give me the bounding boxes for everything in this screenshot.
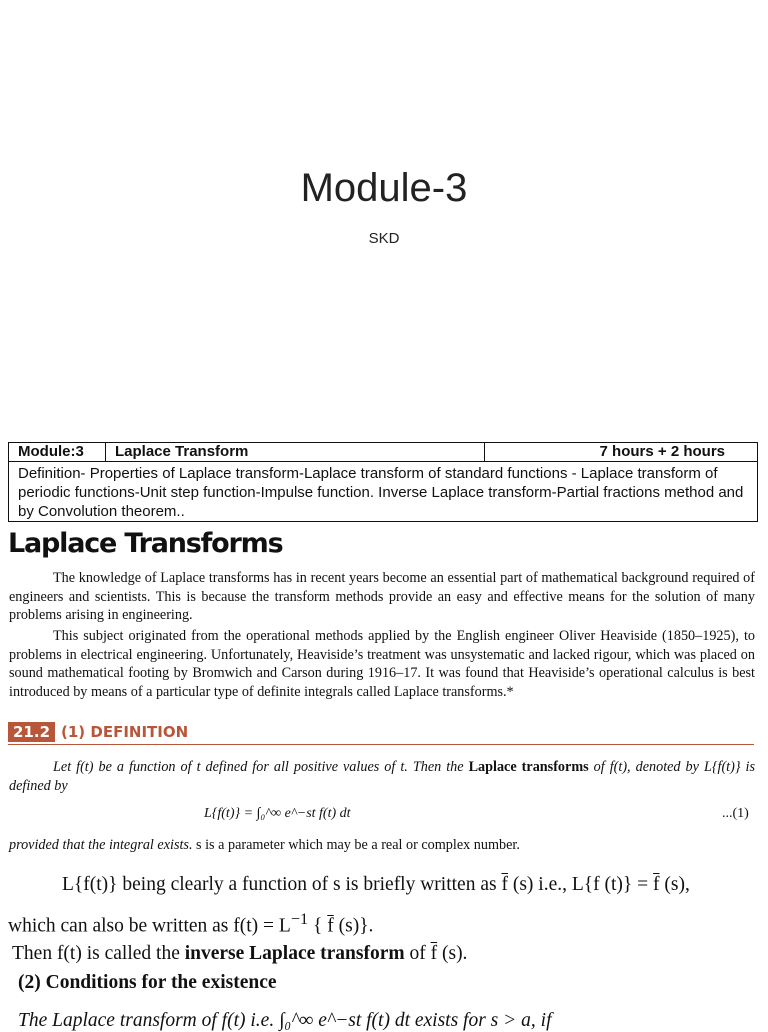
syllabus-header-row [9, 443, 758, 462]
chapter-paragraph-2: This subject originated from the operational methods applied by the English engineer Oliver Heaviside (1850–1925), to problems in electrical engineering. Unfortunately, Heaviside’s treatment was unsystematic and lacked rigour, which was placed on sound mathematical footing by Bromwich and Carson during 1916–17. It was found that Heaviside’s operational calculus is best introduced by means of a particular type of definite integrals called Laplace transforms.* [9, 628, 755, 700]
note-line-5: The Laplace transform of f(t) i.e. ∫₀^∞ e^−st f(t) dt exists for s > a, if [18, 1010, 552, 1031]
equation-number: ...(1) [722, 806, 749, 821]
slide-title: Module-3 [300, 166, 468, 210]
slide-subtitle: SKD [368, 230, 400, 247]
syllabus-description: Definition- Properties of Laplace transform-Laplace transform of standard functions - Laplace transform of periodic functions-Unit step function-Impulse function. Inverse Laplace transform-Partial fractions method and by Convolution theorem.. [9, 462, 758, 522]
topic-cell: Laplace Transform [106, 443, 485, 462]
section-heading [8, 722, 754, 745]
syllabus-table [8, 442, 758, 522]
chapter-heading: Laplace Transforms [8, 528, 283, 559]
syllabus-description-row [9, 462, 758, 522]
note-line-3: Then f(t) is called the inverse Laplace transform of $\overline{f}$ (s). [12, 943, 468, 964]
section-title: (1) DEFINITION [61, 723, 189, 741]
hours-cell: 7 hours + 2 hours [485, 443, 758, 462]
note-line-1: L{f(t)} being clearly a function of s is briefly written as $\overline{f}$ (s) i.e., L{f $(t)\} = \overline{f}$ (s), [62, 874, 690, 895]
provided-text: provided that the integral exists. s is a parameter which may be a real or complex number. [9, 837, 520, 853]
note-line-2: which can also be written as $f(t) = L^{-1}$ { $\overline{f}$ (s)}. [8, 910, 374, 937]
module-cell: Module:3 [9, 443, 106, 462]
laplace-formula: L{f(t)} = ∫₀^∞ e^−st f(t) dt [204, 806, 351, 821]
chapter-paragraph-1: The knowledge of Laplace transforms has in recent years become an essential part of mathematical background required of engineers and scientists. This is because the transform methods provide an easy and effective means for the solution of many problems arising in engineering. [9, 570, 755, 623]
conditions-heading: (2) Conditions for the existence [18, 972, 277, 993]
section-number: 21.2 [8, 722, 55, 742]
definition-text: Let f(t) be a function of t defined for all positive values of t. Then the Laplace transforms of f(t), denoted by L{f(t)} is defined by [9, 759, 755, 794]
